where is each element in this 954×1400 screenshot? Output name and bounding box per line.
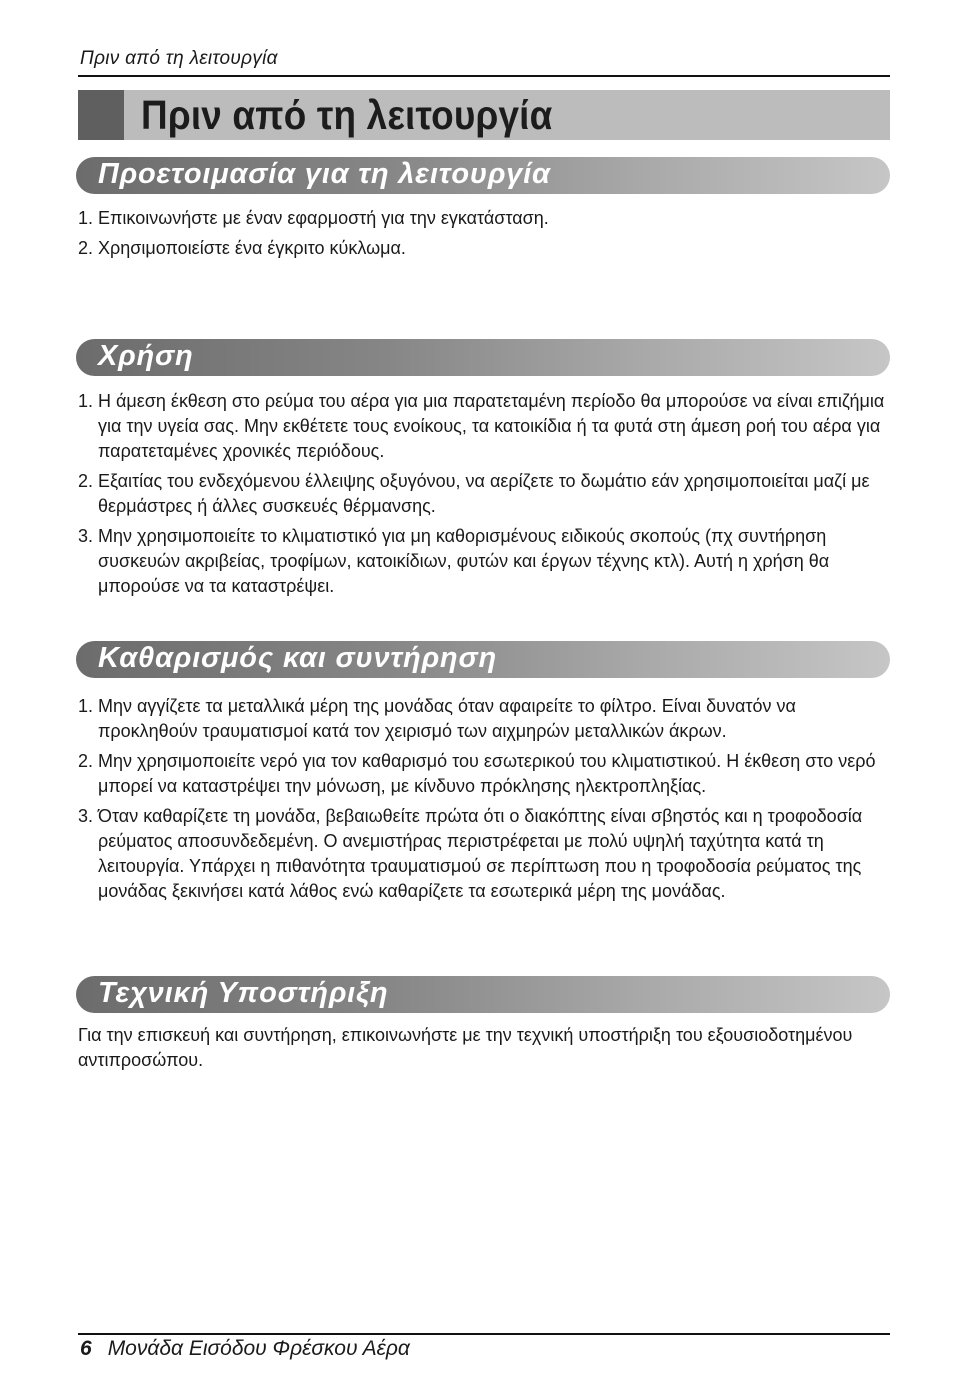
header-rule bbox=[78, 75, 890, 77]
page-title: Πριν από τη λειτουργία bbox=[141, 92, 553, 138]
list-item: 1. Επικοινωνήστε με έναν εφαρμοστή για την εγκατάσταση. bbox=[78, 208, 549, 228]
product-name: Μονάδα Εισόδου Φρέσκου Αέρα bbox=[107, 1337, 410, 1360]
page-footer bbox=[80, 1337, 410, 1361]
list-item: 3. Όταν καθαρίζετε τη μονάδα, βεβαιωθείτε πρώτα ότι ο διακόπτης είναι σβηστός και η τροφοδοσία ρεύματος αποσυνδεδεμένη. Ο ανεμιστήρας περιστρέφεται με πολύ υψηλή ταχύτητα κατά τη λειτουργία. Υπάρχει η πιθανότητα τραυματισμού σε περίπτωση που η τροφοδοσία ρεύματος της μονάδας ξεκινήσει κατά λάθος ενώ καθαρίζετε τα εσωτερικά μέρη της μονάδας. bbox=[78, 806, 863, 901]
usage-list bbox=[78, 389, 890, 604]
list-item: 3. Μην χρησιμοποιείτε το κλιματιστικό για μη καθορισμένους ειδικούς σκοπούς (πχ συντήρηση συσκευών ακριβείας, τροφίμων, κατοικίδιων, φυτών και έργων τέχνης κτλ). Αυτή η χρήση θα μπορούσε να τα καταστρέψει. bbox=[78, 526, 830, 596]
running-header: Πριν από τη λειτουργία bbox=[80, 48, 278, 69]
support-paragraph: Για την επισκευή και συντήρηση, επικοινωνήστε με την τεχνική υποστήριξη του εξουσιοδοτημένου αντιπροσώπου. bbox=[78, 1025, 853, 1070]
section-heading-cleaning: Καθαρισμός και συντήρηση bbox=[76, 641, 890, 678]
list-item: 1. Η άμεση έκθεση στο ρεύμα του αέρα για μια παρατεταμένη περίοδο θα μπορούσε να είναι επιζήμια για την υγεία σας. Μην εκθέτετε τους ενοίκους, τα κατοικίδια ή τα φυτά στη άμεση ροή του αέρα για παρατεταμένες χρονικές περιόδους. bbox=[78, 391, 885, 461]
page-title-bar bbox=[78, 90, 890, 140]
page-number: 6 bbox=[80, 1337, 92, 1360]
cleaning-list bbox=[78, 694, 890, 909]
footer-rule bbox=[78, 1333, 890, 1335]
list-item: 2. Μην χρησιμοποιείτε νερό για τον καθαρισμό του εσωτερικού του κλιματιστικού. Η έκθεση στο νερό μπορεί να καταστρέψει την μόνωση, με κίνδυνο πρόκλησης ηλεκτροπληξίας. bbox=[78, 751, 876, 796]
section-heading-usage: Χρήση bbox=[76, 339, 890, 376]
section-heading-preparation: Προετοιμασία για τη λειτουργία bbox=[76, 157, 890, 194]
preparation-list bbox=[78, 206, 890, 266]
title-accent-block bbox=[78, 90, 124, 140]
list-item: 2. Χρησιμοποιείστε ένα έγκριτο κύκλωμα. bbox=[78, 238, 406, 258]
list-item: 1. Μην αγγίζετε τα μεταλλικά μέρη της μονάδας όταν αφαιρείτε το φίλτρο. Είναι δυνατόν να προκληθούν τραυματισμοί κατά τον χειρισμό των αιχμηρών μεταλλικών άκρων. bbox=[78, 696, 796, 741]
list-item: 2. Εξαιτίας του ενδεχόμενου έλλειψης οξυγόνου, να αερίζετε το δωμάτιο εάν χρησιμοποιείται μαζί με θερμάστρες ή άλλες συσκευές θέρμανσης. bbox=[78, 471, 870, 516]
section-heading-support: Τεχνική Υποστήριξη bbox=[76, 976, 890, 1013]
